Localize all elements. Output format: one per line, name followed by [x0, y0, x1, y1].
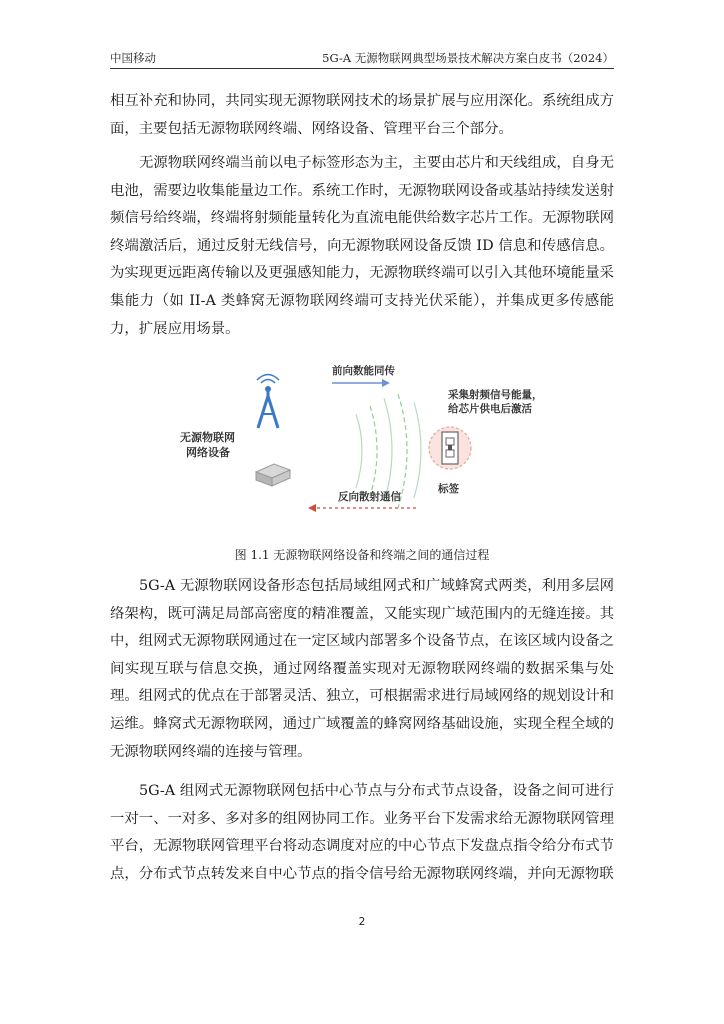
backscatter-arrow [308, 504, 416, 512]
paragraph-1: 相互补充和协同，共同实现无源物联网技术的场景扩展与应用深化。系统组成方面，主要包括无源物联网终端、网络设备、管理平台三个部分。 [110, 93, 614, 137]
energy-harvest-label: 采集射频信号能量， 给芯片供电后激活 [448, 389, 543, 415]
backscatter-label: 反向散射通信 [338, 491, 401, 503]
forward-label: 前向数能同传 [332, 365, 395, 377]
device-label: 无源物联网 网络设备 [180, 431, 235, 459]
header-title: 5G-A 无源物联网典型场景技术解决方案白皮书（2024） [322, 51, 614, 65]
base-station-icon [257, 375, 279, 429]
communication-diagram [170, 352, 560, 528]
paragraph-3: 5G-A 无源物联网设备形态包括局域组网式和广域蜂窝式两类，利用多层网络架构，既可满足局部高密度的精准覆盖，又能实现广域范围内的无缝连接。其中，组网式无源物联网通过在一定区域内部署多个设备节点，在该区域内设备之间实现互联与信息交换，通过网络覆盖实现对无源物联网终端的数据采集与处理。组网式的优点在于部署灵活、独立，可根据需求进行局域网络的规划设计和运维。蜂窝式无源物联网，通过广域覆盖的蜂窝网络基础设施，实现全程全域的无源物联网终端的连接与管理。 [110, 578, 614, 760]
paragraph-2: 无源物联网终端当前以电子标签形态为主，主要由芯片和天线组成，自身无电池，需要边收集能量边工作。系统工作时，无源物联网设备或基站持续发送射频信号给终端，终端将射频能量转化为直流电能供给数字芯片工作。无源物联网终端激活后，通过反射无线信号，向无源物联网设备反馈 ID 信息和传感信息。为实现更远距离传输以及更强感知能力，无源物联终端可以引入其他环境能量采集能力（如 II-A 类蜂窝无源物联网终端可支持光伏采能），并集成更多传感能力，扩展应用场景。 [110, 155, 614, 337]
tag-label: 标签 [438, 483, 459, 495]
header-rule [110, 68, 614, 69]
figure-caption: 图 1.1 无源物联网络设备和终端之间的通信过程 [234, 548, 490, 562]
router-icon [256, 464, 290, 486]
header-org: 中国移动 [110, 51, 156, 65]
paragraph-4: 5G-A 组网式无源物联网包括中心节点与分布式节点设备，设备之间可进行一对一、一对多、多对多的组网协同工作。业务平台下发需求给无源物联网管理平台，无源物联网管理平台将动态调度对应的中心节点下发盘点指令给分布式节点，分布式节点转发来自中心节点的指令信号给无源物联网终端，并向无源物联 [110, 783, 614, 882]
forward-arrow [332, 379, 390, 387]
page-number: 2 [358, 916, 366, 928]
rfid-tag-icon [429, 427, 471, 469]
